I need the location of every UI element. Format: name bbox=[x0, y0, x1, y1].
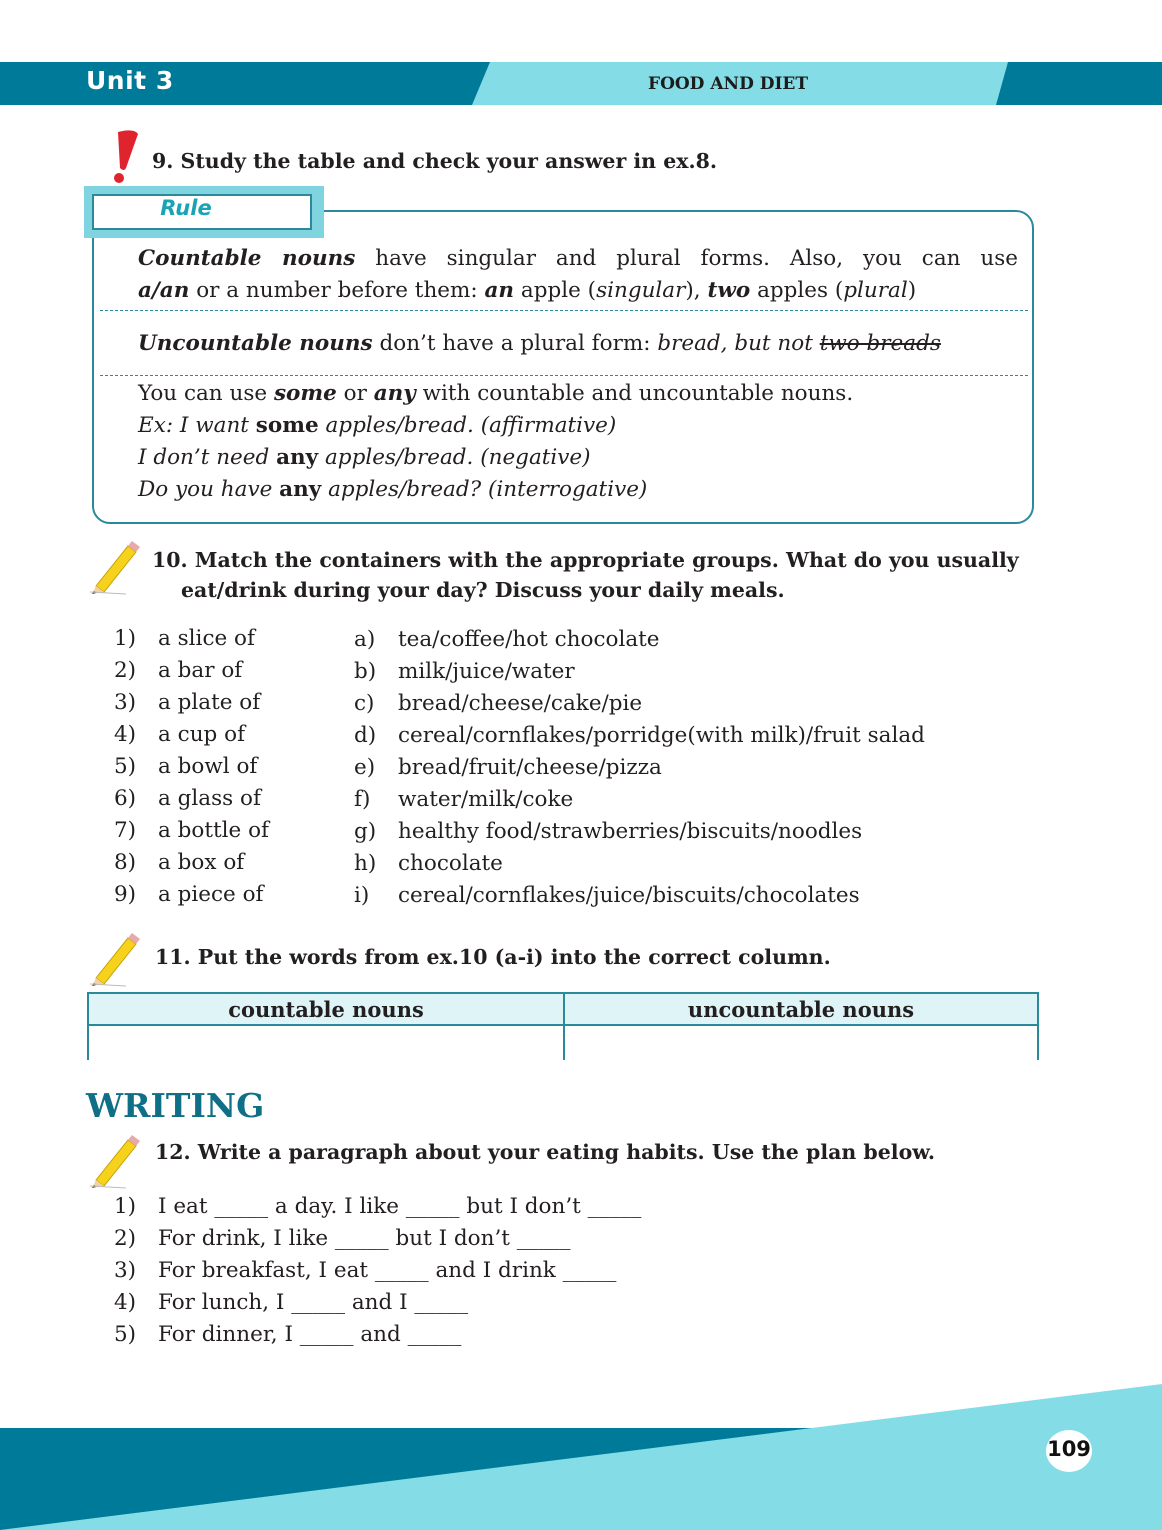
group-letter: g) bbox=[354, 819, 377, 844]
plan-number: 3) bbox=[114, 1258, 137, 1283]
container-item: a box of bbox=[158, 850, 245, 875]
rule-some-any bbox=[138, 378, 853, 410]
ex12-instruction: 12. Write a paragraph about your eating habits. Use the plan below. bbox=[155, 1140, 935, 1164]
rule-text: apples ( bbox=[750, 278, 844, 303]
container-number: 1) bbox=[114, 626, 137, 651]
container-number: 9) bbox=[114, 882, 137, 907]
plan-number: 5) bbox=[114, 1322, 137, 1347]
plan-item: For dinner, I _____ and _____ bbox=[158, 1322, 462, 1347]
group-item: bread/cheese/cake/pie bbox=[398, 691, 643, 716]
plan-item: For lunch, I _____ and I _____ bbox=[158, 1290, 469, 1315]
term-any: any bbox=[276, 445, 319, 470]
page-number: 109 bbox=[1047, 1437, 1091, 1461]
rule-text: or a number before them: bbox=[189, 278, 485, 303]
rule-example: bread, but not bbox=[657, 331, 820, 356]
rule-text: apples/bread? (interrogative) bbox=[321, 477, 648, 502]
group-item: bread/fruit/cheese/pizza bbox=[398, 755, 662, 780]
term-a-an: a/an bbox=[138, 278, 190, 303]
ex10-instruction-line2: eat/drink during your day? Discuss your daily meals. bbox=[181, 578, 785, 602]
rule-text: Do you have bbox=[138, 477, 280, 502]
group-item: tea/coffee/hot chocolate bbox=[398, 627, 660, 652]
term-any: any bbox=[373, 381, 416, 406]
rule-countable-line1 bbox=[138, 243, 1018, 275]
rule-text: with countable and uncountable nouns. bbox=[415, 381, 854, 406]
rule-uncountable bbox=[138, 328, 941, 360]
ex11-instruction: 11. Put the words from ex.10 (a-i) into the correct column. bbox=[155, 945, 831, 969]
uncountable-cell[interactable] bbox=[563, 1024, 1039, 1060]
container-item: a bowl of bbox=[158, 754, 258, 779]
container-item: a bottle of bbox=[158, 818, 269, 843]
rule-text: I don’t need bbox=[138, 445, 277, 470]
rule-text: apples/bread. (affirmative) bbox=[318, 413, 617, 438]
container-number: 2) bbox=[114, 658, 137, 683]
term-any: any bbox=[279, 477, 322, 502]
rule-divider bbox=[100, 310, 1028, 311]
ex10-instruction-line1: 10. Match the containers with the appropriate groups. What do you usually bbox=[152, 548, 1019, 572]
container-item: a glass of bbox=[158, 786, 261, 811]
term-singular: singular bbox=[596, 278, 686, 303]
plan-item: For breakfast, I eat _____ and I drink _____ bbox=[158, 1258, 617, 1283]
nouns-table bbox=[87, 992, 1039, 1060]
header-light-strip bbox=[0, 62, 1162, 105]
rule-text: apples/bread. (negative) bbox=[318, 445, 591, 470]
group-item: cereal/cornflakes/juice/biscuits/chocolates bbox=[398, 883, 860, 908]
rule-text: Ex: I want bbox=[138, 413, 256, 438]
footer-band bbox=[0, 1380, 1162, 1530]
group-letter: h) bbox=[354, 851, 377, 876]
unit-title: FOOD AND DIET bbox=[648, 74, 809, 94]
term-uncountable: Uncountable nouns bbox=[138, 331, 373, 356]
group-letter: c) bbox=[354, 691, 375, 716]
container-item: a piece of bbox=[158, 882, 264, 907]
rule-example-affirmative bbox=[138, 410, 616, 442]
rule-label: Rule bbox=[160, 196, 212, 220]
plan-item: I eat _____ a day. I like _____ but I don’t _____ bbox=[158, 1194, 642, 1219]
group-item: milk/juice/water bbox=[398, 659, 575, 684]
term-two: two bbox=[707, 278, 751, 303]
rule-divider bbox=[100, 375, 1028, 376]
rule-example-negative bbox=[138, 442, 591, 474]
term-countable: Countable nouns bbox=[138, 246, 356, 271]
group-letter: a) bbox=[354, 627, 376, 652]
group-letter: e) bbox=[354, 755, 376, 780]
plan-number: 2) bbox=[114, 1226, 137, 1251]
pencil-icon bbox=[86, 538, 146, 598]
plan-number: 4) bbox=[114, 1290, 137, 1315]
rule-countable-line2 bbox=[138, 275, 1018, 307]
rule-text: don’t have a plural form: bbox=[372, 331, 658, 356]
group-letter: d) bbox=[354, 723, 377, 748]
container-number: 4) bbox=[114, 722, 137, 747]
pencil-icon bbox=[86, 930, 146, 990]
term-some: some bbox=[255, 413, 319, 438]
term-plural: plural bbox=[843, 278, 908, 303]
container-number: 5) bbox=[114, 754, 137, 779]
countable-cell[interactable] bbox=[87, 1024, 565, 1060]
col-header-countable: countable nouns bbox=[87, 992, 565, 1026]
container-item: a cup of bbox=[158, 722, 246, 747]
container-item: a slice of bbox=[158, 626, 255, 651]
container-number: 8) bbox=[114, 850, 137, 875]
rule-text: ), bbox=[685, 278, 708, 303]
rule-text: or bbox=[336, 381, 374, 406]
ex9-instruction: 9. Study the table and check your answer in ex.8. bbox=[152, 149, 718, 173]
container-number: 7) bbox=[114, 818, 137, 843]
container-item: a bar of bbox=[158, 658, 243, 683]
group-item: cereal/cornflakes/porridge(with milk)/fruit salad bbox=[398, 723, 925, 748]
plan-number: 1) bbox=[114, 1194, 137, 1219]
pencil-icon bbox=[86, 1132, 146, 1192]
col-header-uncountable: uncountable nouns bbox=[563, 992, 1039, 1026]
unit-label: Unit 3 bbox=[86, 66, 174, 95]
term-some: some bbox=[273, 381, 337, 406]
group-item: chocolate bbox=[398, 851, 503, 876]
rule-text: apple ( bbox=[514, 278, 597, 303]
container-item: a plate of bbox=[158, 690, 261, 715]
exclamation-icon bbox=[104, 128, 144, 186]
plan-item: For drink, I like _____ but I don’t _____ bbox=[158, 1226, 571, 1251]
group-item: water/milk/coke bbox=[398, 787, 574, 812]
container-number: 3) bbox=[114, 690, 137, 715]
container-number: 6) bbox=[114, 786, 137, 811]
group-letter: i) bbox=[354, 883, 370, 908]
rule-text: You can use bbox=[138, 381, 274, 406]
section-heading-writing: WRITING bbox=[86, 1086, 265, 1125]
term-an: an bbox=[484, 278, 515, 303]
group-letter: b) bbox=[354, 659, 377, 684]
rule-text: have singular and plural forms. Also, you can use bbox=[355, 246, 1018, 271]
group-letter: f) bbox=[354, 787, 371, 812]
group-item: healthy food/strawberries/biscuits/noodles bbox=[398, 819, 863, 844]
rule-text: ) bbox=[907, 278, 917, 303]
rule-example-interrogative bbox=[138, 474, 647, 506]
rule-example-strike: two breads bbox=[819, 331, 941, 356]
